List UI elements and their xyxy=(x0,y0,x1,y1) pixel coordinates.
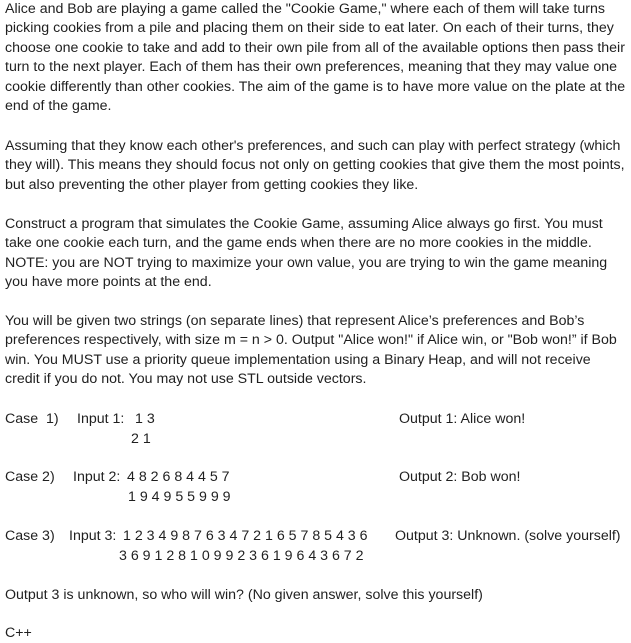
case-3-input-line-2: 3 6 9 1 2 8 1 0 9 9 2 3 6 1 9 6 4 3 6 7 2 xyxy=(119,548,364,564)
case-1-output: Output 1: Alice won! xyxy=(399,411,526,427)
case-1-label: Case 1) xyxy=(5,411,59,427)
case-3-input-label: Input 3: xyxy=(69,528,117,544)
input-paragraph: You will be given two strings (on separate lines) that represent Alice’s preferences and Bob’s preferences respectively, with size m = n > 0. Output "Alice won!" if Alice win, or "Bob won!” if Bob win. You MUST use a priority queue implementation using a Binary Heap, and will not receive credit if you do not. You may not use STL outside vectors. xyxy=(5,313,617,388)
case-1-input-line-1: 1 3 xyxy=(135,411,155,427)
case-2-input-line-1: 4 8 2 6 8 4 4 5 7 xyxy=(127,469,230,485)
case-2-input-line-2: 1 9 4 9 5 5 9 9 9 xyxy=(128,489,231,505)
intro-paragraph: Alice and Bob are playing a game called the "Cookie Game," where each of them will take turns picking cookies from a pile and placing them on their side to eat later. On each of their turns, they choose one cookie to take and add to their own pile from all of the available options then pass their turn to the next player. Each of them has their own preferences, meaning that they may value one cookie differently than other cookies. The aim of the game is to have more value on the plate at the end of the game. xyxy=(5,1,626,115)
case-3-output: Output 3: Unknown. (solve yourself) xyxy=(395,528,621,544)
case-2-input-label: Input 2: xyxy=(73,469,121,485)
strategy-paragraph: Assuming that they know each other's preferences, and such can play with perfect strategy (which they will). This means they should focus not only on getting cookies that give them the most points, but also preventing the other player from getting cookies they like. xyxy=(5,138,625,193)
case-3-label: Case 3) xyxy=(5,528,55,544)
language-label: C++ xyxy=(5,625,32,641)
closing-question: Output 3 is unknown, so who will win? (No given answer, solve this yourself) xyxy=(5,587,483,603)
case-3-input-line-1: 1 2 3 4 9 8 7 6 3 4 7 2 1 6 5 7 8 5 4 3 6 xyxy=(123,528,368,544)
program-paragraph: Construct a program that simulates the Cookie Game, assuming Alice always go first. You must take one cookie each turn, and the game ends when there are no more cookies in the middle. NOTE: you are NOT trying to maximize your own value, you are trying to win the game meaning you have more points at the end. xyxy=(5,216,608,291)
case-2-label: Case 2) xyxy=(5,469,55,485)
case-1-input-label: Input 1: xyxy=(77,411,125,427)
case-2-output: Output 2: Bob won! xyxy=(399,469,521,485)
case-1-input-line-2: 2 1 xyxy=(131,431,151,447)
